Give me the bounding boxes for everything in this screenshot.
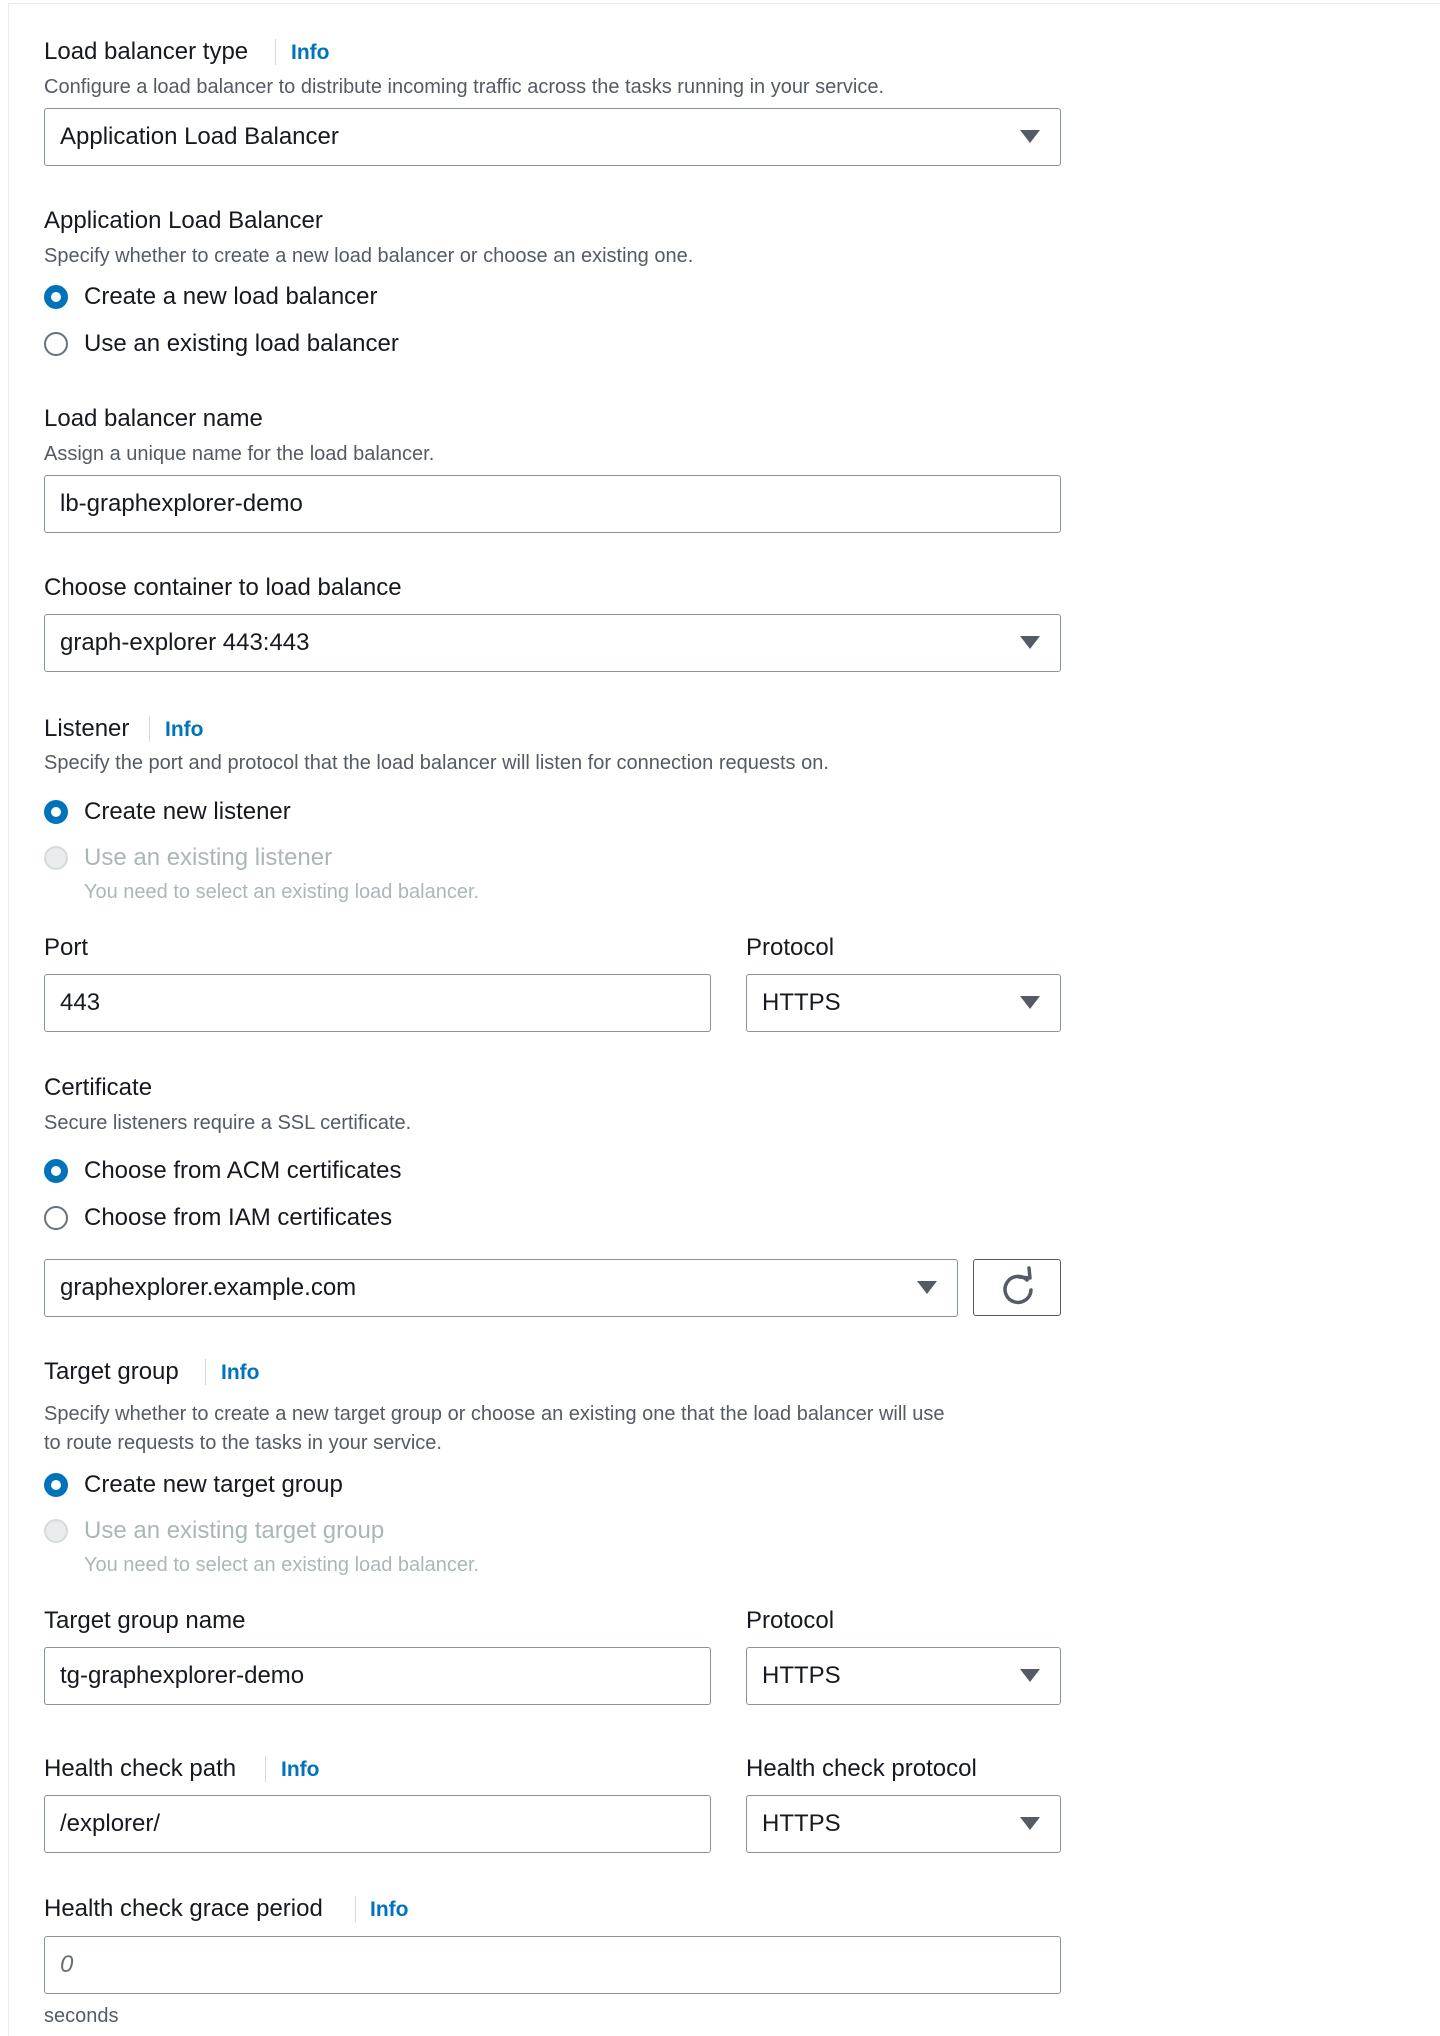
caret-down-icon — [1020, 1669, 1040, 1682]
lb-name-description: Assign a unique name for the load balancer. — [44, 443, 435, 465]
separator — [355, 1896, 356, 1922]
target-group-name-label: Target group name — [44, 1607, 246, 1634]
certificate-label: Certificate — [44, 1074, 153, 1101]
caret-down-icon — [1020, 1817, 1040, 1830]
load-balancer-type-label: Load balancer type — [44, 38, 249, 65]
load-balancer-type-info-link[interactable]: Info — [291, 41, 330, 64]
create-new-lb-radio[interactable] — [44, 285, 68, 309]
acm-certificates-radio[interactable] — [44, 1159, 68, 1183]
container-label: Choose container to load balance — [44, 574, 402, 601]
target-group-description-line1: Specify whether to create a new target group or choose an existing one that the load balancer will use — [44, 1403, 945, 1425]
create-new-listener-radio[interactable] — [44, 800, 68, 824]
use-existing-listener-hint: You need to select an existing load balancer. — [84, 881, 480, 903]
separator — [275, 39, 276, 65]
caret-down-icon — [917, 1281, 937, 1294]
load-balancer-type-value: Application Load Balancer — [60, 123, 339, 150]
caret-down-icon — [1020, 636, 1040, 649]
lb-name-input[interactable]: lb-graphexplorer-demo — [44, 475, 1061, 533]
load-balancer-type-description: Configure a load balancer to distribute incoming traffic across the tasks running in your service. — [44, 76, 885, 98]
certificate-description: Secure listeners require a SSL certificate. — [44, 1112, 412, 1134]
target-group-description-line2: to route requests to the tasks in your service. — [44, 1432, 442, 1454]
port-label: Port — [44, 934, 89, 961]
health-check-protocol-value: HTTPS — [762, 1810, 841, 1837]
use-existing-lb-label[interactable]: Use an existing load balancer — [84, 330, 399, 357]
health-check-path-input[interactable]: /explorer/ — [44, 1795, 711, 1853]
listener-protocol-value: HTTPS — [762, 989, 841, 1016]
create-new-target-group-radio[interactable] — [44, 1473, 68, 1497]
listener-protocol-label: Protocol — [746, 934, 835, 961]
health-check-path-info-link[interactable]: Info — [281, 1758, 320, 1781]
certificate-select[interactable] — [44, 1259, 958, 1317]
caret-down-icon — [1020, 130, 1040, 143]
iam-certificates-label[interactable]: Choose from IAM certificates — [84, 1204, 393, 1231]
listener-label: Listener — [44, 715, 130, 742]
use-existing-target-group-radio — [44, 1519, 68, 1543]
separator — [149, 716, 150, 742]
use-existing-target-group-hint: You need to select an existing load balancer. — [84, 1554, 480, 1576]
lb-name-label: Load balancer name — [44, 405, 263, 432]
target-group-info-link[interactable]: Info — [221, 1361, 260, 1384]
create-new-lb-label[interactable]: Create a new load balancer — [84, 283, 378, 310]
health-check-protocol-label: Health check protocol — [746, 1755, 977, 1782]
caret-down-icon — [1020, 996, 1040, 1009]
iam-certificates-radio[interactable] — [44, 1206, 68, 1230]
target-group-label: Target group — [44, 1358, 179, 1385]
container-select[interactable] — [44, 614, 1061, 672]
use-existing-target-group-label: Use an existing target group — [84, 1517, 385, 1544]
refresh-icon — [974, 1260, 1062, 1317]
container-value: graph-explorer 443:443 — [60, 629, 310, 656]
use-existing-listener-label: Use an existing listener — [84, 844, 333, 871]
target-group-protocol-value: HTTPS — [762, 1662, 841, 1689]
separator — [265, 1756, 266, 1782]
use-existing-listener-radio — [44, 846, 68, 870]
health-check-grace-info-link[interactable]: Info — [370, 1898, 409, 1921]
refresh-certificates-button[interactable] — [973, 1259, 1061, 1316]
listener-info-link[interactable]: Info — [165, 718, 204, 741]
health-check-grace-input[interactable]: 0 — [44, 1936, 1061, 1994]
alb-description: Specify whether to create a new load balancer or choose an existing one. — [44, 245, 694, 267]
separator — [205, 1359, 206, 1385]
create-new-target-group-label[interactable]: Create new target group — [84, 1471, 343, 1498]
target-group-protocol-label: Protocol — [746, 1607, 835, 1634]
acm-certificates-label[interactable]: Choose from ACM certificates — [84, 1157, 402, 1184]
listener-description: Specify the port and protocol that the load balancer will listen for connection requests on. — [44, 752, 829, 774]
port-input[interactable]: 443 — [44, 974, 711, 1032]
target-group-name-input[interactable]: tg-graphexplorer-demo — [44, 1647, 711, 1705]
health-check-grace-unit: seconds — [44, 2005, 119, 2027]
health-check-protocol-select[interactable] — [746, 1795, 1061, 1853]
alb-label: Application Load Balancer — [44, 207, 323, 234]
load-balancer-type-select[interactable] — [44, 108, 1061, 166]
create-new-listener-label[interactable]: Create new listener — [84, 798, 291, 825]
listener-protocol-select[interactable] — [746, 974, 1061, 1032]
certificate-value: graphexplorer.example.com — [60, 1274, 357, 1301]
use-existing-lb-radio[interactable] — [44, 332, 68, 356]
health-check-path-label: Health check path — [44, 1755, 237, 1782]
health-check-grace-label: Health check grace period — [44, 1895, 323, 1922]
target-group-protocol-select[interactable] — [746, 1647, 1061, 1705]
